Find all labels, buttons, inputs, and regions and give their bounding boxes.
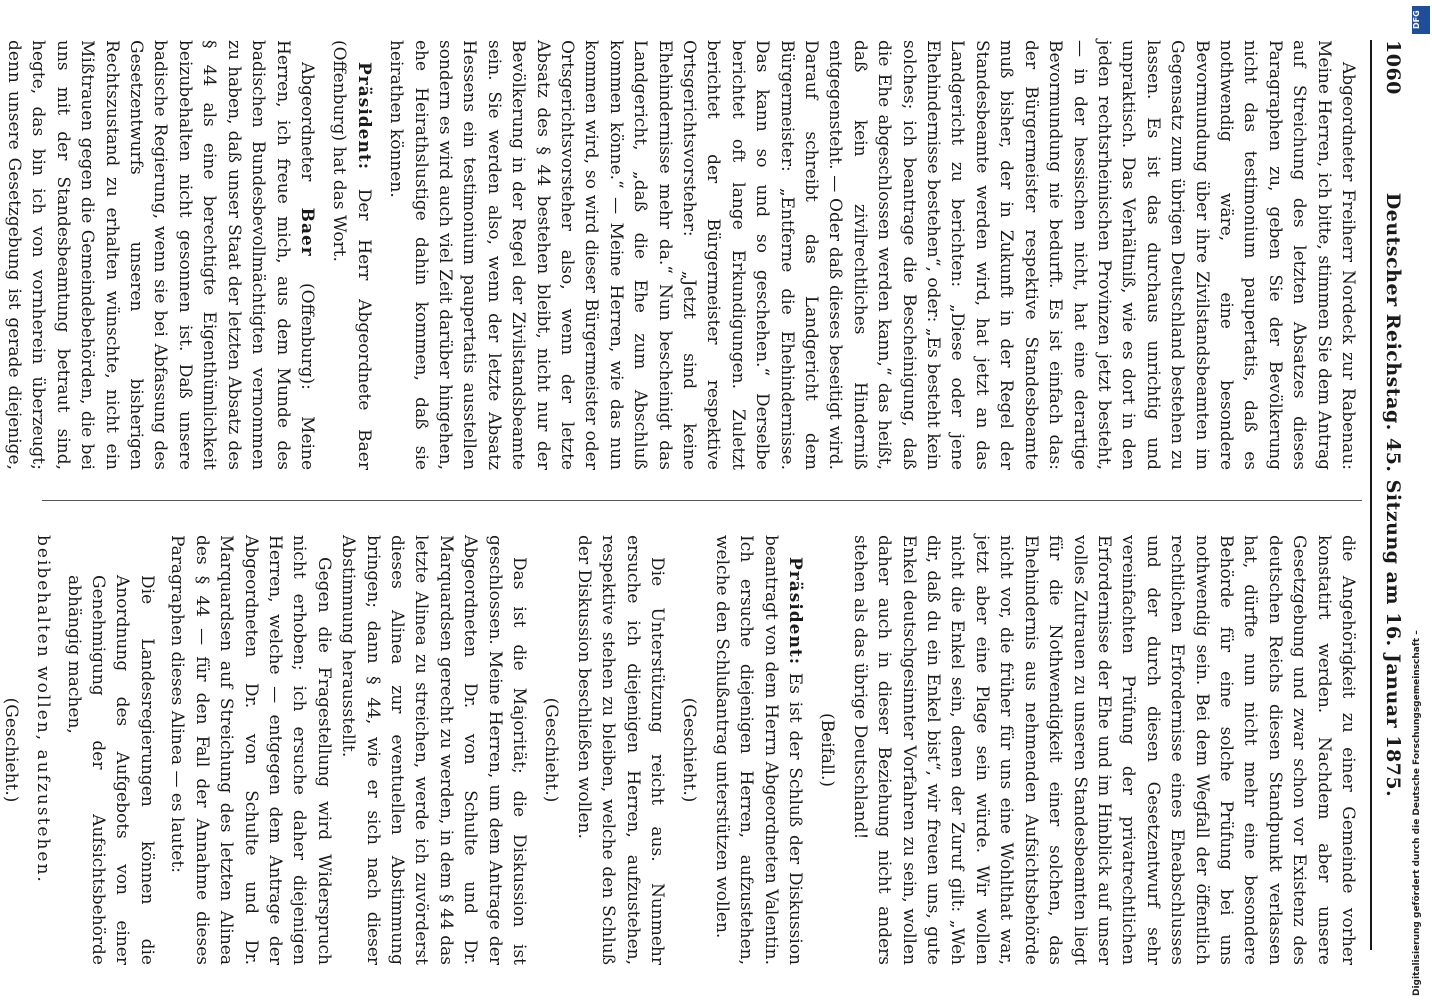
page-title: Deutscher Reichstag. 45. Sitzung am 16. Januar 1875.: [1382, 192, 1404, 798]
paragraph-text: Es ist der Schluß der Diskussion beantragt von dem Herrn Abgeordneten Valentin. Ich ersuche diejenigen Herren, aufzustehen, welche den Schlußantrag unterstützen wollen.: [711, 535, 806, 965]
quoted-clause: Die Landesregierungen können die Anordnung des Aufgebots von einer Genehmigung der Aufsichtsbehörde abhängig machen,: [63, 575, 157, 965]
dfg-logo: DFG: [1412, 6, 1430, 34]
paragraph: beibehalten wollen, aufzustehen.: [33, 535, 54, 884]
stage-direction: (Geschieht.): [0, 697, 21, 803]
running-head: [1370, 40, 1410, 950]
speaker-name: Präsident:: [353, 62, 374, 170]
speech-baer: [0, 40, 319, 470]
speaker-title: Abgeordneter: [296, 62, 317, 182]
paragraph: Das ist die Majorität; die Diskussion ist geschlossen. Meine Herren, um dem Antrage der Abgeordneten Dr. von Schulte und Dr. Marquardsen gerecht zu werden, in dem § 44 das letzte Alinea zu streichen, werde ich zuvörderst dieses Alinea zur eventuellen Abstimmung bringen; dann § 44, wie er sich nach dieser Abstimmung herausstellt.: [338, 535, 529, 965]
paragraph-text: Der Herr Abgeordnete Baer (Offenburg) hat das Wort.: [329, 40, 374, 470]
president-remark: [709, 535, 807, 965]
speaker-name: Baer: [296, 207, 317, 257]
page-number: 1060: [1382, 40, 1404, 95]
stage-direction: (Geschieht.): [679, 697, 700, 803]
speech-baer-continued: die Angehörigkeit zu einer Gemeinde vorher konstatirt werden. Nachdem aber unsere Gesetzgebung und zwar schon vor Existenz des deutschen Reichs diesen Standpunkt verlassen hat, dürfte nun nicht mehr eine besondere Behörde für eine solche Prüfung bei uns nothwendig sein. Bei dem Wegfall der öffentlich rechtlichen Erfordernisse eines Eheabschlusses und der durch diesen Gesetzentwurf sehr vereinfachten Prüfung der privatrechtlichen Erfordernisse der Ehe und im Hinblick auf unser volles Zutrauen zu unseren Standesbeamten liegt für die Nothwendigkeit einer solchen, das Ehehindernis aus nehmenden Aufsichtsbehörde nicht vor, die früher für uns eine Wohlthat war, jetzt aber eine Plage sein würde. Wir wollen nicht die Enkel sein, denen der Zuruf gilt: „Weh dir, daß du ein Enkel bist“, wir freuen uns, gute Enkel deutschgesinnter Vorfahren zu sein, wollen daher auch in dieser Beziehung nicht anders stehen als das übrige Deutschland!: [849, 535, 1358, 965]
right-column: [0, 535, 1360, 965]
president-remark: [327, 40, 376, 470]
speech-nordeck: Abgeordneter Freiherr Nordeck zur Rabenau: Meine Herren, ich bitte, stimmen Sie dem Antrag auf Streichung des letzten Absatzes dieses Paragraphen zu, geben Sie der Bevölkerung nicht das testimonium paupertatis, daß es nothwendig wäre, eine besondere Bevormundung über ihre Zivilstandsbeamten im Gegensatz zum übrigen Deutschland bestehen zu lassen. Es ist das durchaus unrichtig und unpraktisch. Das Verhältniß, wie es dort in den jeden rechtsrheinischen Provinzen jetzt besteht, — in der hessischen nicht, hat eine derartige Bevormundung nie bedurft. Es ist einfach das: der Bürgermeister respektive Standesbeamte muß bisher, der in Zukunft in der Regel der Standesbeamte werden wird, hat jetzt an das Landgericht zu berichten: „Diese oder jene Ehehindernisse bestehen“, oder: „Es besteht kein solches; ich beantrage die Bescheinigung, daß die Ehe abgeschlossen werden kann,“ das heißt, daß kein zivilrechtliches Hinderniß entgegensteht. — Oder daß dieses beseitigt wird. Darauf schreibt das Landgericht dem Bürgermeister: „Entferne die Ehehindernisse. Das kann so und so geschehen.“ Derselbe berichtet oft lange Erkundigungen. Zuletzt berichtet der Bürgermeister respektive Ortsgerichtsvorsteher: „Jetzt sind keine Ehehindernisse mehr da.“ Nun bescheinigt das Landgericht, „daß die Ehe zum Abschluß kommen könne.“ — Meine Herren, wie das nun kommen wird, so wird dieser Bürgermeister oder Ortsgerichtsvorsteher also, wenn der letzte Absatz des § 44 bestehen bleibt, nicht nur der Bevölkerung in der Regel der Zivilstandsbeamte sein. Sie werden also, wenn der letzte Absatz Hessens ein testimonium paupertatis ausstellen sondern es wird auch viel Zeit darüber hingehen, ehe Heirathslustige dahin kommen, daß sie heirathen können.: [386, 40, 1358, 470]
paragraph: Gegen die Fragestellung wird Widerspruch nicht erhoben; ich ersuche daher diejenigen Herren, welche — entgegen dem Antrage der Abgeordneten Dr. von Schulte und Dr. Marquardsen auf Streichung des letzten Alinea des § 44 — für den Fall der Annahme dieses Paragraphen dieses Alinea — es lautet:: [167, 535, 334, 965]
paragraph: Die Unterstützung reicht aus. Nunmehr ersuche ich diejenigen Herren, aufzustehen, respektive stehen zu bleiben, welche den Schluß der Diskussion beschließen wollen.: [573, 535, 668, 965]
header-rule: [1370, 40, 1372, 950]
left-column: [0, 40, 1360, 470]
digitization-credit: Digitalisierung gefördert durch die Deutsche Forschungsgemeinschaft –: [1412, 630, 1422, 996]
speaker-name: Präsident:: [785, 557, 806, 665]
stage-direction: (Beifall.): [817, 713, 838, 787]
stage-direction: (Geschieht.): [541, 697, 562, 803]
column-divider: [42, 500, 1362, 501]
paragraph-text: (Offenburg): Meine Herren, ich freue mich, aus dem Munde des badischen Bundesbevollmächtigten vernommen zu haben, daß unser Staat der letzten Absatz des § 44 als eine berechtigte Eigenthümlichkeit beizubehalten nicht gesonnen ist. Daß unsere badische Regierung, wenn sie bei Abfassung des Gesetzentwurfs unseren bisherigen Rechtszustand zu erhalten wünschte, nicht ein Mißtrauen gegen die Gemeindebehörden, die bei uns mit der Standesbeamtung betraut sind, hegte, das bin ich von vornherein überzeugt; denn unsere Gesetzgebung ist gerade diejenige,: [4, 40, 317, 470]
